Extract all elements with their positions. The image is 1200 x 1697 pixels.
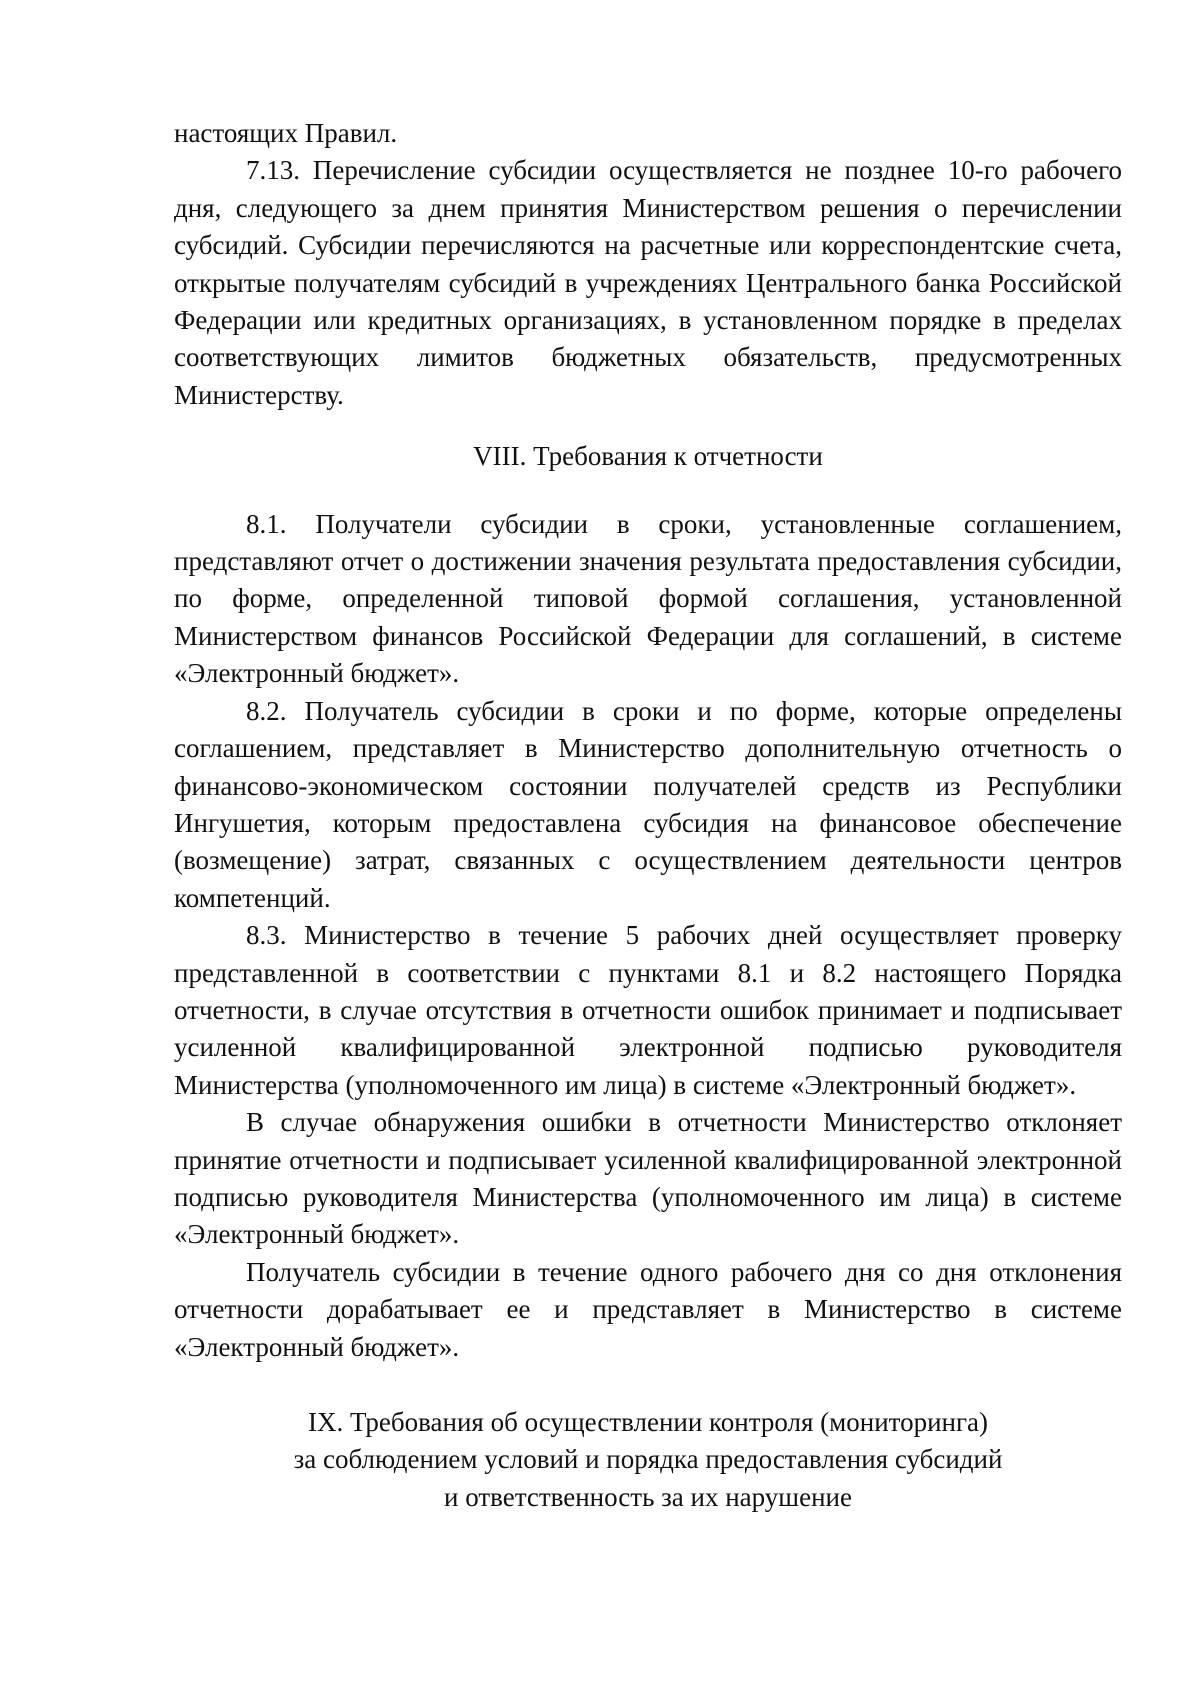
section-9-heading-line-1: IX. Требования об осуществлении контроля (мониторинга) [307, 1407, 989, 1437]
paragraph-8-2: 8.2. Получатель субсидии в сроки и по форме, которые определены соглашением, представляет в Министерство дополнительную отчетность о финансово-экономическом состоянии получателей средств из Республики Ингушетия, которым предоставлена субсидия на финансовое обеспечение (возмещение) затрат, связанных с осуществлением деятельности центров компетенций. [174, 695, 1122, 913]
section-9-heading-line-3: и ответственность за их нарушение [444, 1481, 852, 1512]
paragraph-7-13: 7.13. Перечисление субсидии осуществляется не позднее 10-го рабочего дня, следующего за днем принятия Министерством решения о перечислении субсидий. Субсидии перечисляются на расчетные или корреспондентские счета, открытые получателям субсидий в учреждениях Центрального банка Российской Федерации или кредитных организациях, в установленном порядке в пределах соответствующих лимитов бюджетных обязательств, предусмотренных Министерству. [174, 155, 1122, 410]
paragraph-8-1: 8.1. Получатели субсидии в сроки, установленные соглашением, представляют отчет о достижении значения результата предоставления субсидии, по форме, определенной типовой формой соглашения, установленной Министерством финансов Российской Федерации для соглашений, в системе «Электронный бюджет». [174, 508, 1122, 689]
paragraph-recipient-rework: Получатель субсидии в течение одного рабочего дня со дня отклонения отчетности дорабатывает ее и представляет в Министерство в системе «Электронный бюджет». [174, 1256, 1122, 1362]
section-9-heading-line-2: за соблюдением условий и порядка предоставления субсидий [293, 1444, 1003, 1475]
paragraph-8-3: 8.3. Министерство в течение 5 рабочих дней осуществляет проверку представленной в соответствии с пунктами 8.1 и 8.2 настоящего Порядка отчетности, в случае отсутствия в отчетности ошибок принимает и подписывает усиленной квалифицированной электронной подписью руководителя Министерства (уполномоченного им лица) в системе «Электронный бюджет». [174, 920, 1122, 1100]
section-9-heading [174, 1404, 1122, 1516]
document-body [174, 115, 1122, 1516]
section-8-heading: VIII. Требования к отчетности [473, 441, 823, 472]
paragraph-continuation: настоящих Правил. [174, 118, 398, 148]
paragraph-error-rejection: В случае обнаружения ошибки в отчетности Министерство отклоняет принятие отчетности и подписывает усиленной квалифицированной электронной подписью руководителя Министерства (уполномоченного им лица) в системе «Электронный бюджет». [174, 1107, 1122, 1250]
